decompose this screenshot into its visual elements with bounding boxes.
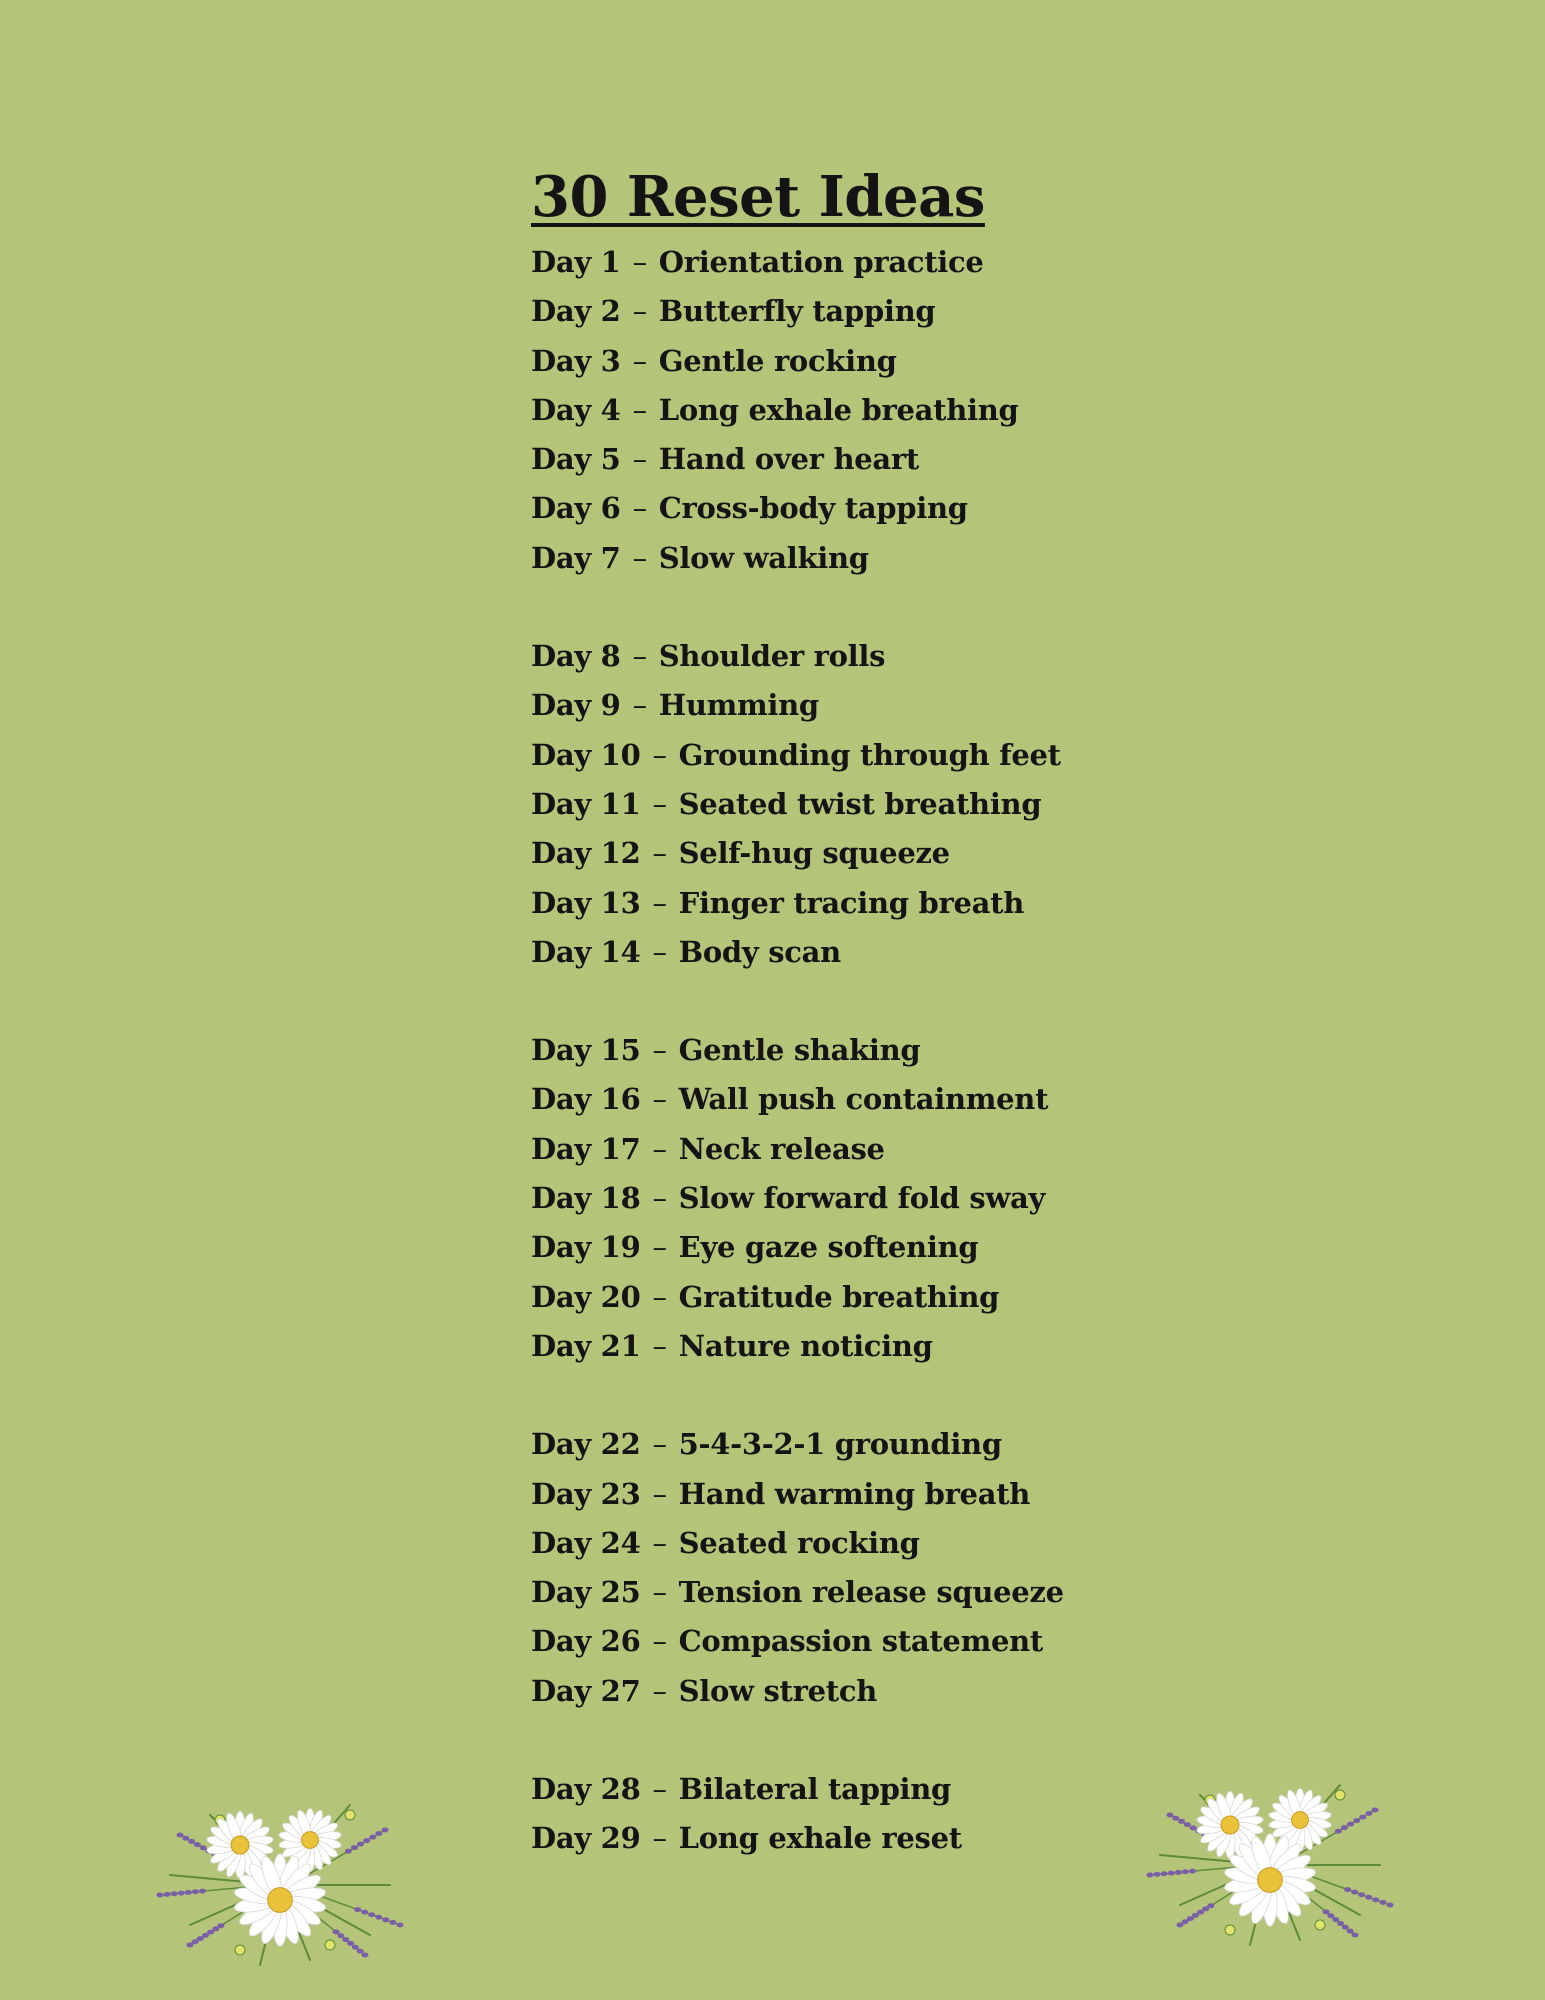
- activity-text: Cross-body tapping: [658, 491, 968, 526]
- page-title: 30 Reset Ideas: [531, 164, 985, 230]
- day-label: Day 1: [531, 245, 621, 279]
- separator-dash: –: [632, 442, 647, 477]
- separator-dash: –: [632, 245, 647, 279]
- separator-dash: –: [652, 1821, 667, 1856]
- list-item: [531, 287, 1331, 336]
- separator-dash: –: [632, 639, 647, 674]
- separator-dash: –: [652, 934, 667, 969]
- activity-text: Compassion statement: [678, 1624, 1044, 1659]
- activity-text: Slow stretch: [678, 1673, 878, 1708]
- activity-text: Hand over heart: [658, 442, 919, 477]
- separator-dash: –: [652, 1328, 667, 1363]
- day-label: Day 12: [531, 836, 641, 871]
- day-label: Day 23: [531, 1476, 641, 1511]
- day-label: Day 3: [531, 343, 621, 378]
- day-label: Day 28: [531, 1772, 641, 1807]
- day-label: Day 2: [531, 294, 621, 329]
- day-label: Day 17: [531, 1131, 641, 1166]
- activity-text: Self-hug squeeze: [678, 836, 950, 871]
- activity-text: 5-4-3-2-1 grounding: [678, 1427, 1002, 1462]
- separator-dash: –: [652, 786, 667, 821]
- separator-dash: –: [652, 1525, 667, 1560]
- reset-ideas-list: [531, 160, 1331, 1913]
- day-label: Day 15: [531, 1033, 641, 1068]
- activity-text: Orientation practice: [658, 245, 984, 279]
- activity-text: Tension release squeeze: [678, 1575, 1064, 1610]
- day-group: [531, 238, 1331, 583]
- activity-text: Finger tracing breath: [678, 885, 1025, 920]
- activity-text: Long exhale reset: [678, 1821, 962, 1856]
- separator-dash: –: [632, 343, 647, 378]
- list-item: [531, 632, 1331, 681]
- separator-dash: –: [632, 688, 647, 723]
- separator-dash: –: [652, 885, 667, 920]
- list-item: [531, 1223, 1331, 1272]
- activity-text: Grounding through feet: [678, 737, 1061, 772]
- daisy-bouquet-icon: [150, 1775, 410, 1975]
- activity-text: Gratitude breathing: [678, 1279, 1000, 1314]
- list-item: [531, 435, 1331, 484]
- day-label: Day 9: [531, 688, 621, 723]
- list-item: [531, 928, 1331, 977]
- activity-text: Slow walking: [658, 540, 869, 575]
- list-item: [531, 681, 1331, 730]
- separator-dash: –: [652, 1279, 667, 1314]
- list-item: [531, 1322, 1331, 1371]
- separator-dash: –: [632, 294, 647, 329]
- list-item: [531, 780, 1331, 829]
- activity-text: Gentle rocking: [658, 343, 897, 378]
- day-groups: [531, 238, 1331, 1864]
- activity-text: Body scan: [678, 934, 841, 969]
- day-label: Day 21: [531, 1328, 641, 1363]
- list-item: [531, 1075, 1331, 1124]
- day-label: Day 6: [531, 491, 621, 526]
- day-group: [531, 1026, 1331, 1371]
- day-label: Day 27: [531, 1673, 641, 1708]
- separator-dash: –: [652, 1772, 667, 1807]
- list-item: [531, 1667, 1331, 1716]
- activity-text: Eye gaze softening: [678, 1230, 979, 1265]
- activity-text: Neck release: [678, 1131, 885, 1166]
- separator-dash: –: [652, 1230, 667, 1265]
- list-item: [531, 879, 1331, 928]
- separator-dash: –: [632, 491, 647, 526]
- separator-dash: –: [652, 1131, 667, 1166]
- list-item: [531, 731, 1331, 780]
- separator-dash: –: [652, 1181, 667, 1216]
- list-item: [531, 1519, 1331, 1568]
- separator-dash: –: [652, 737, 667, 772]
- list-item: [531, 1420, 1331, 1469]
- activity-text: Seated twist breathing: [678, 786, 1042, 821]
- separator-dash: –: [652, 836, 667, 871]
- day-label: Day 29: [531, 1821, 641, 1856]
- day-label: Day 22: [531, 1427, 641, 1462]
- activity-text: Shoulder rolls: [658, 639, 886, 674]
- day-label: Day 20: [531, 1279, 641, 1314]
- day-label: Day 5: [531, 442, 621, 477]
- day-label: Day 14: [531, 934, 641, 969]
- day-label: Day 11: [531, 786, 641, 821]
- activity-text: Nature noticing: [678, 1328, 933, 1363]
- day-label: Day 25: [531, 1575, 641, 1610]
- day-label: Day 24: [531, 1525, 641, 1560]
- day-label: Day 26: [531, 1624, 641, 1659]
- activity-text: Seated rocking: [678, 1525, 920, 1560]
- day-group: [531, 632, 1331, 977]
- day-label: Day 19: [531, 1230, 641, 1265]
- day-group: [531, 1420, 1331, 1716]
- list-item: [531, 238, 1331, 287]
- activity-text: Long exhale breathing: [658, 392, 1019, 427]
- separator-dash: –: [632, 540, 647, 575]
- list-item: [531, 386, 1331, 435]
- separator-dash: –: [652, 1575, 667, 1610]
- day-label: Day 18: [531, 1181, 641, 1216]
- list-item: [531, 1125, 1331, 1174]
- separator-dash: –: [652, 1673, 667, 1708]
- list-item: [531, 534, 1331, 583]
- list-item: [531, 1568, 1331, 1617]
- list-item: [531, 1617, 1331, 1666]
- day-label: Day 16: [531, 1082, 641, 1117]
- separator-dash: –: [652, 1476, 667, 1511]
- list-item: [531, 1470, 1331, 1519]
- list-item: [531, 484, 1331, 533]
- activity-text: Bilateral tapping: [678, 1772, 952, 1807]
- activity-text: Wall push containment: [678, 1082, 1049, 1117]
- list-item: [531, 1174, 1331, 1223]
- day-label: Day 8: [531, 639, 621, 674]
- list-item: [531, 1026, 1331, 1075]
- daisy-bouquet-icon: [1140, 1755, 1400, 1955]
- separator-dash: –: [652, 1427, 667, 1462]
- day-label: Day 4: [531, 392, 621, 427]
- day-label: Day 10: [531, 737, 641, 772]
- list-item: [531, 1273, 1331, 1322]
- list-item: [531, 829, 1331, 878]
- list-item: [531, 337, 1331, 386]
- activity-text: Humming: [658, 688, 819, 723]
- separator-dash: –: [652, 1082, 667, 1117]
- day-label: Day 7: [531, 540, 621, 575]
- separator-dash: –: [652, 1624, 667, 1659]
- activity-text: Slow forward fold sway: [678, 1181, 1046, 1216]
- separator-dash: –: [632, 392, 647, 427]
- day-label: Day 13: [531, 885, 641, 920]
- activity-text: Gentle shaking: [678, 1033, 921, 1068]
- activity-text: Hand warming breath: [678, 1476, 1031, 1511]
- separator-dash: –: [652, 1033, 667, 1068]
- activity-text: Butterfly tapping: [658, 294, 936, 329]
